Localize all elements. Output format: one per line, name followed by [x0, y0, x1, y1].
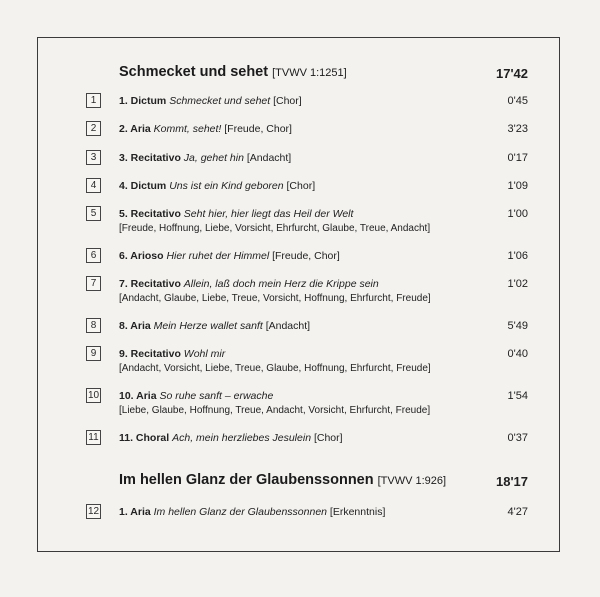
track-duration: 0'40: [507, 348, 528, 360]
track-title: Ja, gehet hin: [183, 152, 244, 164]
track-label: 1. Aria: [119, 506, 151, 518]
section-total-1: 17'42: [495, 66, 528, 81]
track-roles: [Chor]: [313, 432, 343, 444]
track-duration: 1'06: [507, 250, 528, 262]
track-number-box: 8: [86, 318, 101, 333]
track-label: 6. Arioso: [119, 250, 164, 262]
track-line: [119, 208, 353, 220]
track-title: Hier ruhet der Himmel: [166, 250, 270, 262]
track-line: [119, 506, 385, 518]
track-title: So ruhe sanft – erwache: [159, 390, 274, 402]
track-title: Wohl mir: [183, 348, 226, 360]
track-label: 3. Recitativo: [119, 152, 181, 164]
track-line: [119, 152, 291, 164]
track-number-box: 12: [87, 506, 100, 517]
track-roles: [Liebe, Glaube, Hoffnung, Treue, Andacht, Vorsicht, Ehrfurcht, Freude]: [119, 405, 431, 416]
track-roles: [Erkenntnis]: [329, 506, 386, 518]
track-title: Seht hier, hier liegt das Heil der Welt: [183, 208, 354, 220]
track-roles: [Chor]: [286, 180, 316, 192]
track-duration: 1'00: [507, 208, 528, 220]
track-number-box: 7: [86, 276, 101, 291]
track-number-box: 2: [86, 121, 101, 136]
track-title: Im hellen Glanz der Glaubenssonnen: [153, 506, 327, 518]
track-duration: 3'23: [507, 123, 528, 135]
track-label: 4. Dictum: [119, 180, 167, 192]
track-duration: 0'17: [507, 152, 528, 164]
track-line: [119, 278, 379, 290]
track-number-box: 1: [86, 93, 101, 108]
track-number-box: 6: [86, 248, 101, 263]
track-roles: [Andacht]: [265, 320, 311, 332]
track-line: [119, 123, 292, 135]
track-roles: [Freude, Chor]: [224, 123, 292, 135]
track-duration: 4'27: [507, 506, 528, 518]
track-duration: 1'09: [507, 180, 528, 192]
track-label: 1. Dictum: [119, 95, 167, 107]
track-number-box: 10: [87, 390, 100, 401]
section-title: Schmecket und sehet: [119, 64, 269, 80]
track-number-box: 4: [86, 178, 101, 193]
section-heading-1: [119, 64, 347, 80]
track-duration: 1'02: [507, 278, 528, 290]
track-label: 9. Recitativo: [119, 348, 181, 360]
track-line: [119, 348, 225, 360]
track-roles: [Freude, Hoffnung, Liebe, Vorsicht, Ehrfurcht, Glaube, Treue, Andacht]: [119, 223, 431, 234]
track-duration: 0'37: [507, 432, 528, 444]
track-duration: 5'49: [507, 320, 528, 332]
track-line: [119, 180, 315, 192]
section-title: Im hellen Glanz der Glaubenssonnen: [119, 472, 374, 488]
track-title: Uns ist ein Kind geboren: [169, 180, 284, 192]
track-number-box: 5: [86, 206, 101, 221]
track-label: 11. Choral: [119, 432, 170, 444]
track-roles: [Andacht]: [246, 152, 292, 164]
track-title: Allein, laß doch mein Herz die Krippe sein: [183, 278, 379, 290]
track-number-box: 9: [86, 346, 101, 361]
track-line: [119, 432, 343, 444]
track-title: Mein Herze wallet sanft: [153, 320, 263, 332]
section-heading-2: [119, 472, 446, 488]
track-label: 2. Aria: [119, 123, 151, 135]
track-label: 8. Aria: [119, 320, 151, 332]
track-number-box: 11: [86, 430, 101, 445]
track-title: Ach, mein herzliebes Jesulein: [172, 432, 312, 444]
track-title: Schmecket und sehet: [169, 95, 271, 107]
section-catalog: [TVWV 1:1251]: [272, 67, 347, 79]
track-roles: [Andacht, Glaube, Liebe, Treue, Vorsicht, Hoffnung, Ehrfurcht, Freude]: [119, 293, 431, 304]
track-label: 10. Aria: [119, 390, 157, 402]
section-catalog: [TVWV 1:926]: [377, 475, 447, 487]
track-line: [119, 250, 340, 262]
track-line: [119, 95, 302, 107]
track-duration: 0'45: [507, 95, 528, 107]
track-label: 5. Recitativo: [119, 208, 181, 220]
track-line: [119, 320, 310, 332]
track-duration: 1'54: [507, 390, 528, 402]
section-total-2: 18'17: [495, 474, 528, 489]
track-line: [119, 390, 273, 402]
track-title: Kommt, sehet!: [153, 123, 222, 135]
track-label: 7. Recitativo: [119, 278, 181, 290]
track-number-box: 3: [86, 150, 101, 165]
track-roles: [Andacht, Vorsicht, Liebe, Treue, Glaube, Hoffnung, Ehrfurcht, Freude]: [119, 363, 431, 374]
track-roles: [Chor]: [273, 95, 302, 107]
track-roles: [Freude, Chor]: [272, 250, 340, 262]
